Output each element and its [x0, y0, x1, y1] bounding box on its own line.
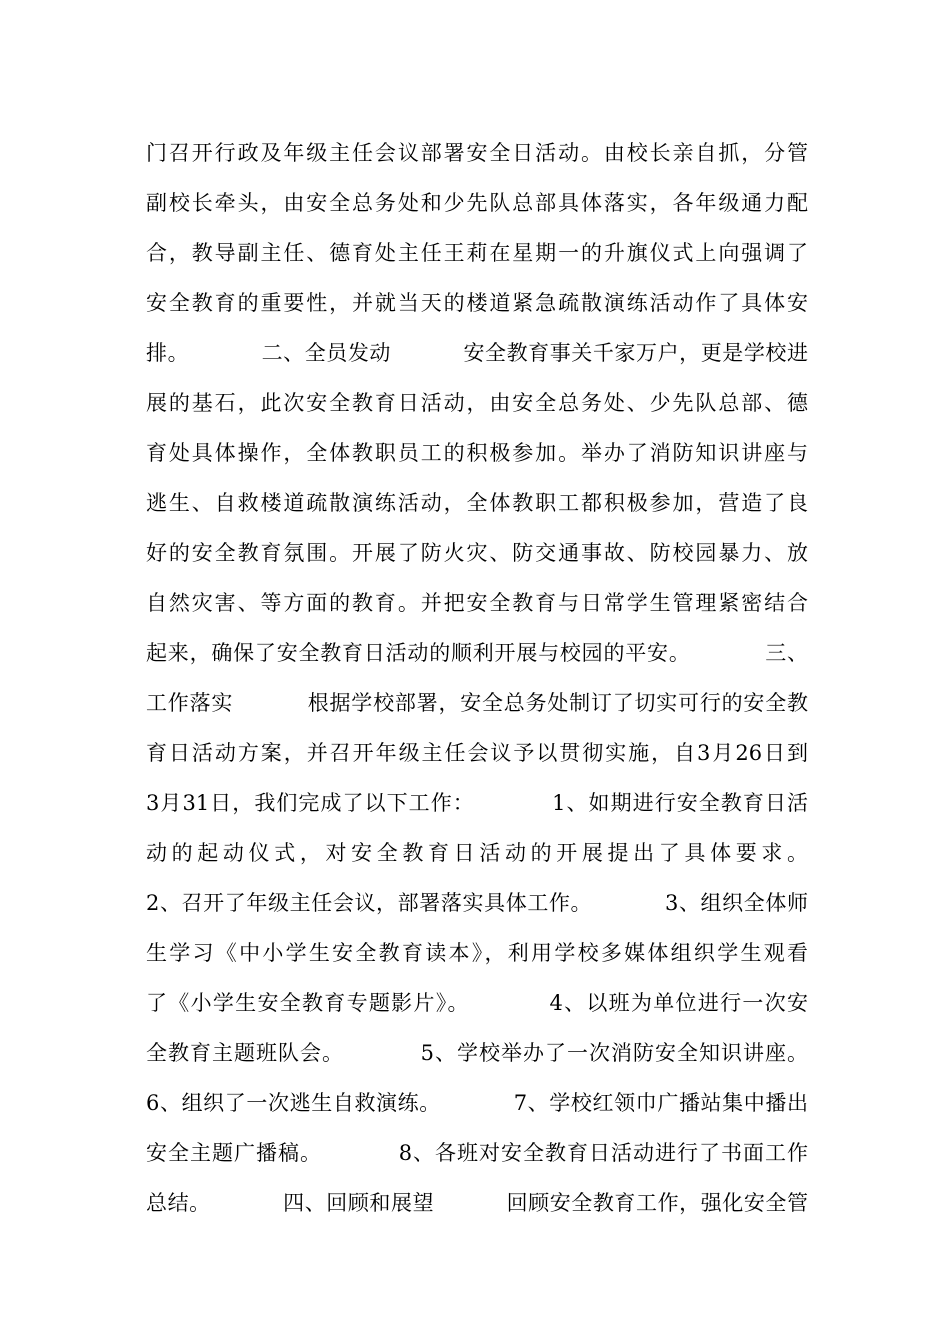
- text-line-7: 育处具体操作，全体教职员工的积极参加。举办了消防知识讲座与: [146, 441, 808, 465]
- text-line-22: 总结。 四、回顾和展望 回顾安全教育工作，强化安全管: [146, 1191, 808, 1215]
- text-line-19: 全教育主题班队会。 5、学校举办了一次消防安全知识讲座。: [146, 1041, 808, 1065]
- text-line-8: 逃生、自救楼道疏散演练活动，全体教职工都积极参加，营造了良: [146, 491, 808, 515]
- text-line-4: 安全教育的重要性，并就当天的楼道紧急疏散演练活动作了具体安: [146, 291, 808, 315]
- text-line-3: 合，教导副主任、德育处主任王莉在星期一的升旗仪式上向强调了: [146, 241, 808, 265]
- text-line-14: 3月31日，我们完成了以下工作： 1、如期进行安全教育日活: [146, 791, 808, 815]
- text-line-21: 安全主题广播稿。 8、各班对安全教育日活动进行了书面工作: [146, 1141, 808, 1165]
- text-line-15: 动的起动仪式，对安全教育日活动的开展提出了具体要求。: [146, 841, 808, 865]
- text-line-20: 6、组织了一次逃生自救演练。 7、学校红领巾广播站集中播出: [146, 1091, 808, 1115]
- text-line-9: 好的安全教育氛围。开展了防火灾、防交通事故、防校园暴力、放: [146, 541, 808, 565]
- text-line-17: 生学习《中小学生安全教育读本》，利用学校多媒体组织学生观看: [146, 941, 808, 965]
- text-line-5: 排。 二、全员发动 安全教育事关千家万户，更是学校进: [146, 341, 808, 365]
- text-line-1: 门召开行政及年级主任会议部署安全日活动。由校长亲自抓，分管: [146, 141, 808, 165]
- text-line-6: 展的基石，此次安全教育日活动，由安全总务处、少先队总部、德: [146, 391, 808, 415]
- text-line-12: 工作落实 根据学校部署，安全总务处制订了切实可行的安全教: [146, 691, 808, 715]
- text-line-10: 自然灾害、等方面的教育。并把安全教育与日常学生管理紧密结合: [146, 591, 808, 615]
- text-line-11: 起来，确保了安全教育日活动的顺利开展与校园的平安。 三、: [146, 641, 808, 665]
- body-text: [146, 128, 808, 1228]
- text-line-18: 了《小学生安全教育专题影片》。 4、以班为单位进行一次安: [146, 991, 808, 1015]
- text-line-2: 副校长牵头，由安全总务处和少先队总部具体落实，各年级通力配: [146, 191, 808, 215]
- text-line-13: 育日活动方案，并召开年级主任会议予以贯彻实施，自3月26日到: [146, 741, 808, 765]
- text-line-16: 2、召开了年级主任会议，部署落实具体工作。 3、组织全体师: [146, 891, 808, 915]
